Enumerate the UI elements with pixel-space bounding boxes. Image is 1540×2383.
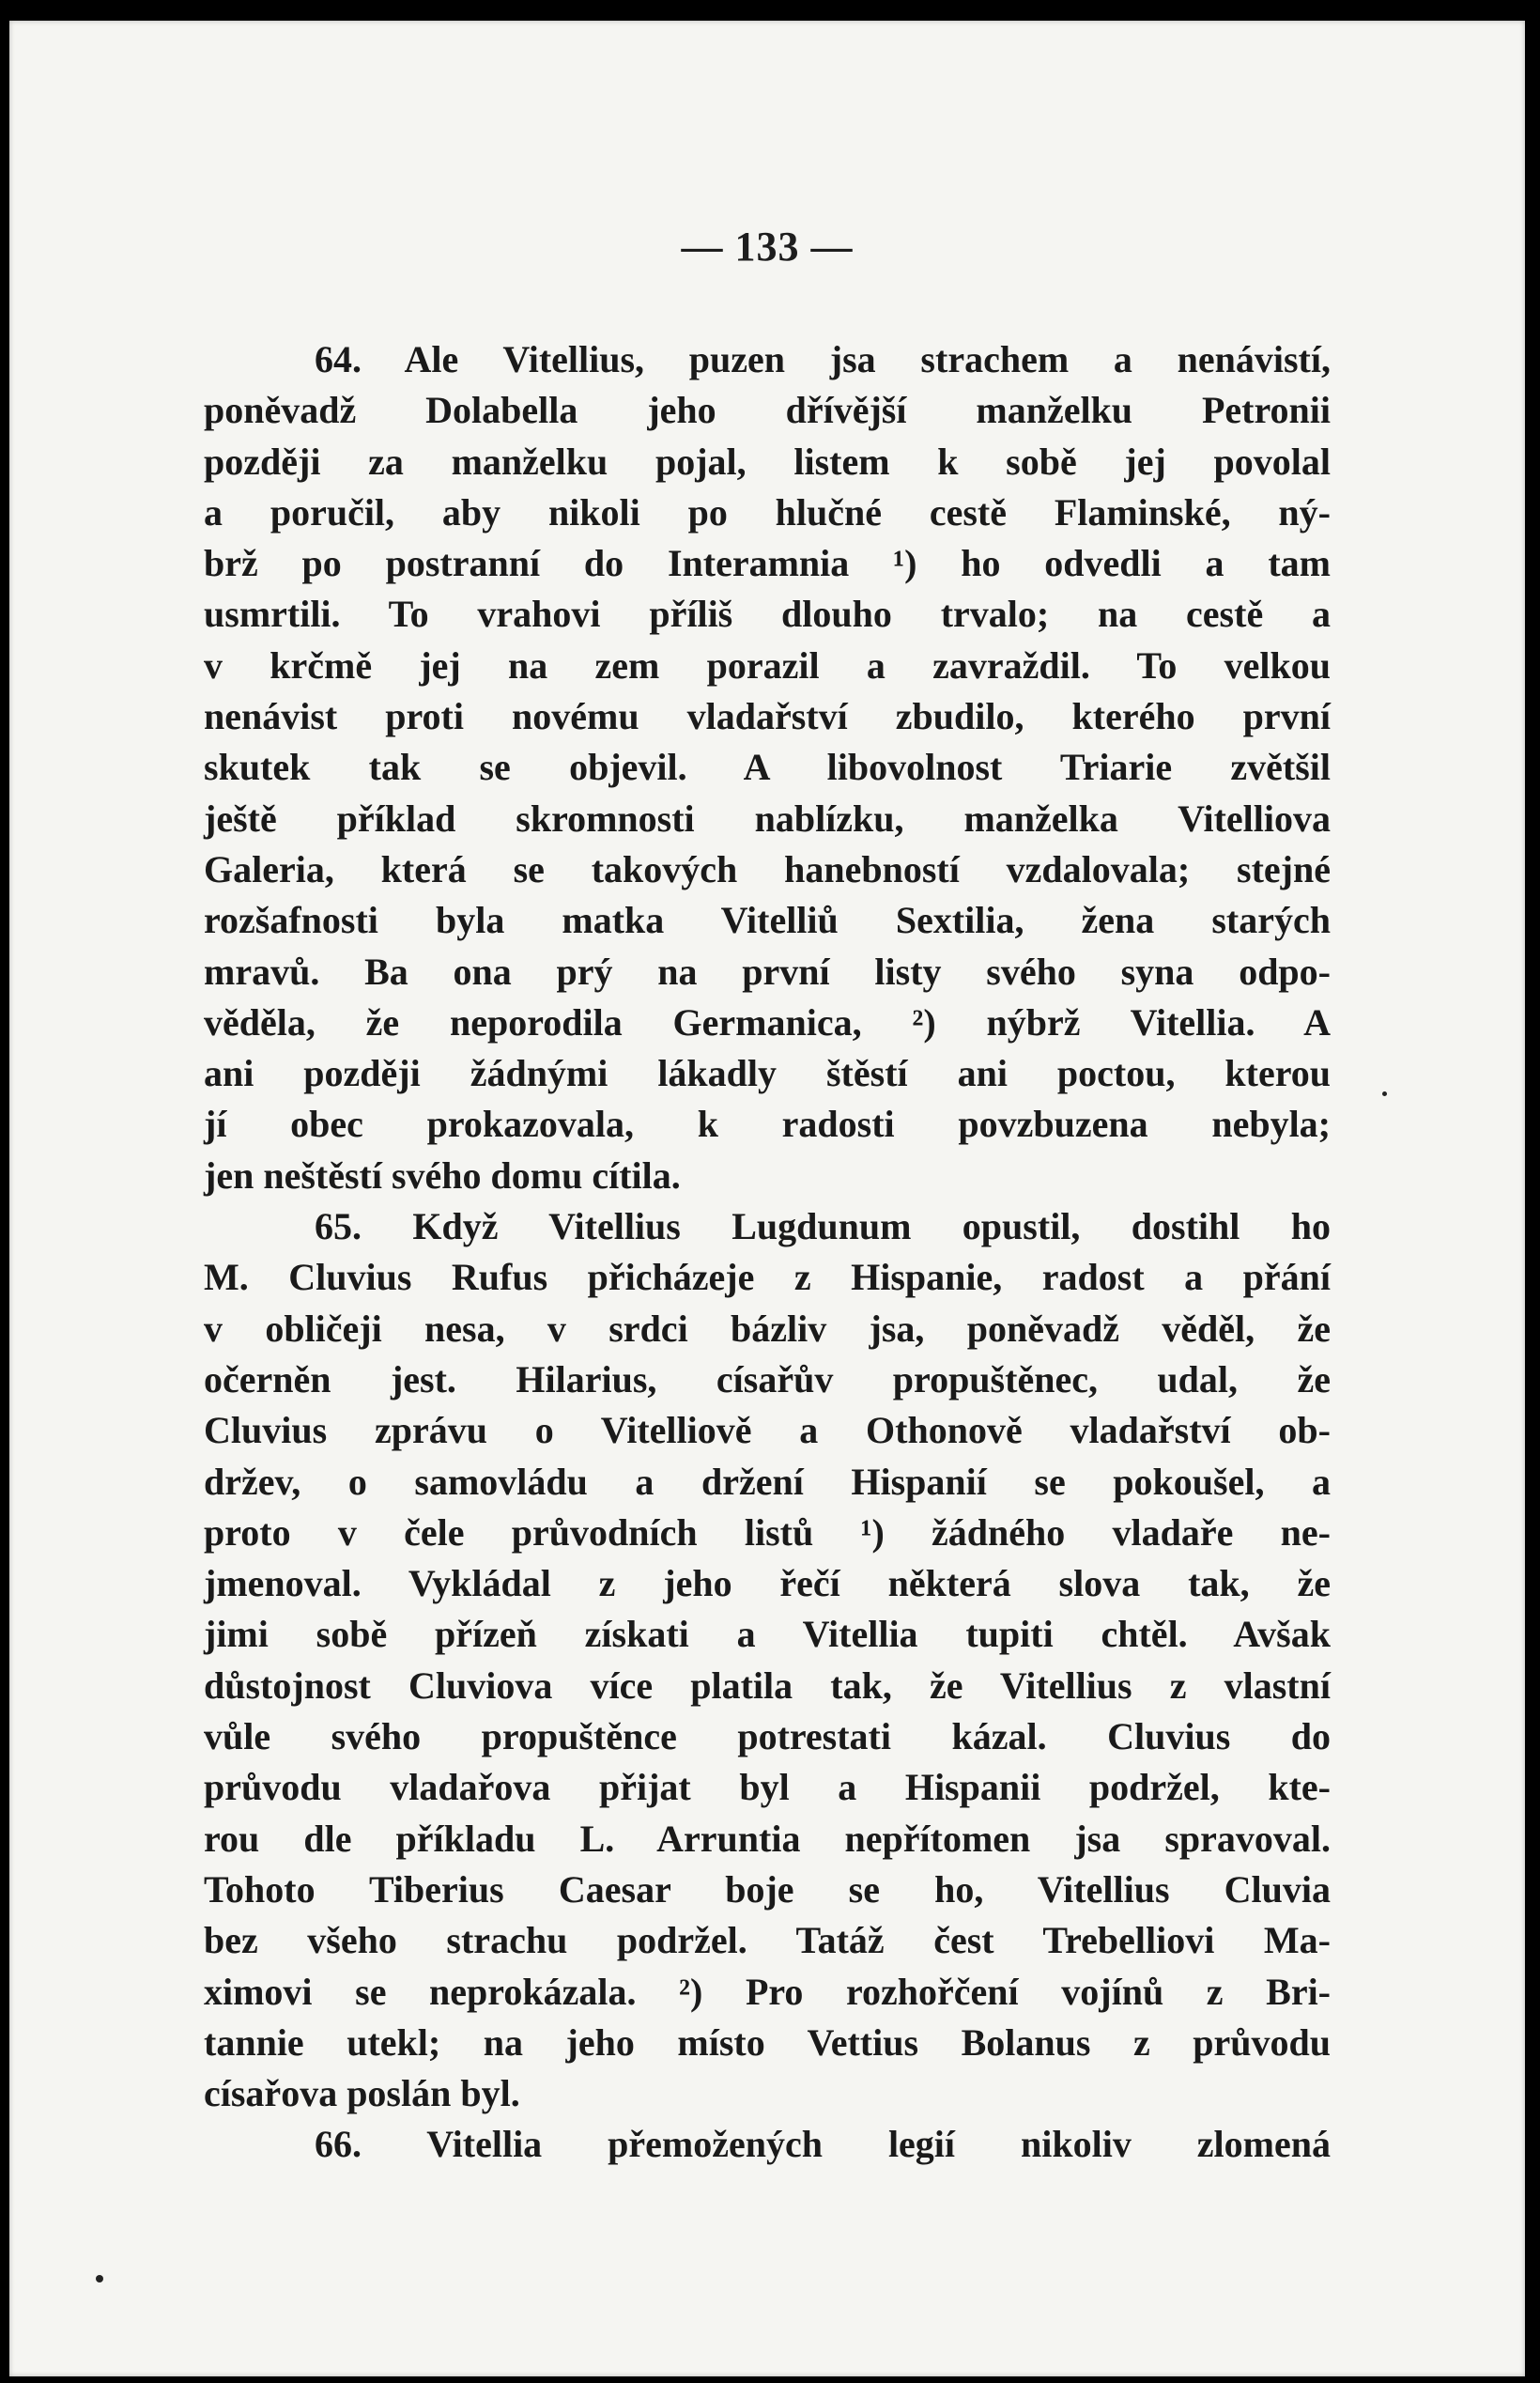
ink-speck: [1382, 1091, 1387, 1096]
text-line: skutek tak se objevil. A libovolnost Triarie zvětšil: [204, 746, 1331, 789]
text-line: jí obec prokazovala, k radosti povzbuzena nebyla;: [204, 1103, 1331, 1146]
text-line: 64. Ale Vitellius, puzen jsa strachem a nenávistí,: [315, 338, 1331, 380]
text-line: ještě příklad skromnosti nablízku, manželka Vitelliova: [204, 797, 1331, 840]
text-line: proto v čele průvodních listů ¹) žádného vladaře ne-: [204, 1510, 1331, 1554]
text-line: usmrtili. To vrahovi příliš dlouho trvalo; na cestě a: [204, 593, 1331, 636]
text-line: jimi sobě přízeň získati a Vitellia tupiti chtěl. Avšak: [204, 1613, 1331, 1656]
text-line: očerněn jest. Hilarius, císařův propuštěnec, udal, že: [204, 1357, 1331, 1400]
text-line: rozšafnosti byla matka Vitelliů Sextilia, žena starých: [204, 899, 1331, 942]
text-line: bez všeho strachu podržel. Tatáž čest Trebelliovi Ma-: [204, 1919, 1331, 1962]
text-line: brž po postranní do Interamnia ¹) ho odvedli a tam: [204, 542, 1331, 585]
body-text: [204, 334, 1331, 2171]
text-line: 65. Když Vitellius Lugdunum opustil, dostihl ho: [315, 1205, 1331, 1248]
text-line: ani později žádnými lákadly štěstí ani poctou, kterou: [204, 1052, 1331, 1095]
text-line: rou dle příkladu L. Arruntia nepřítomen jsa spravoval.: [204, 1817, 1331, 1860]
text-line: v krčmě jej na zem porazil a zavraždil. To velkou: [204, 643, 1331, 687]
text-line: vůle svého propuštěnce potrestati kázal. Cluvius do: [204, 1715, 1331, 1758]
text-line: tannie utekl; na jeho místo Vettius Bolanus z průvodu: [204, 2020, 1331, 2064]
text-line: Cluvius zprávu o Vitelliově a Othonově vladařství ob-: [204, 1409, 1331, 1452]
text-line: důstojnost Cluviova více platila tak, že Vitellius z vlastní: [204, 1663, 1331, 1707]
page-number: — 133 —: [681, 224, 854, 270]
text-line: M. Cluvius Rufus přicházeje z Hispanie, radost a přání: [204, 1256, 1331, 1299]
text-line: v obličeji nesa, v srdci bázliv jsa, poněvadž věděl, že: [204, 1307, 1331, 1350]
text-line: jen neštěstí svého domu cítila.: [204, 1153, 681, 1197]
text-line: poněvadž Dolabella jeho dřívější manželku Petronii: [204, 389, 1331, 432]
text-line: Tohoto Tiberius Caesar boje se ho, Vitellius Cluvia: [204, 1867, 1331, 1911]
text-line: průvodu vladařova přijat byl a Hispanii podržel, kte-: [204, 1766, 1331, 1809]
ink-speck: [96, 2275, 103, 2282]
text-line: věděla, že neporodila Germanica, ²) nýbrž Vitellia. A: [204, 1000, 1331, 1044]
text-line: držev, o samovládu a držení Hispanií se pokoušel, a: [204, 1460, 1331, 1503]
text-line: a poručil, aby nikoli po hlučné cestě Flaminské, ný-: [204, 490, 1331, 534]
text-line: 66. Vitellia přemožených legií nikoliv zlomená: [315, 2123, 1331, 2166]
text-line: císařova poslán byl.: [204, 2072, 520, 2115]
text-line: jmenoval. Vykládal z jeho řečí některá slova tak, že: [204, 1562, 1331, 1605]
text-line: mravů. Ba ona prý na první listy svého syna odpo-: [204, 950, 1331, 993]
book-page: [9, 21, 1525, 2376]
text-line: Galeria, která se takových hanebností vzdalovala; stejné: [204, 847, 1331, 890]
text-line: ximovi se neprokázala. ²) Pro rozhořčení vojínů z Bri-: [204, 1970, 1331, 2013]
text-line: nenávist proti novému vladařství zbudilo, kterého první: [204, 695, 1331, 738]
text-line: později za manželku pojal, listem k sobě jej povolal: [204, 440, 1331, 483]
